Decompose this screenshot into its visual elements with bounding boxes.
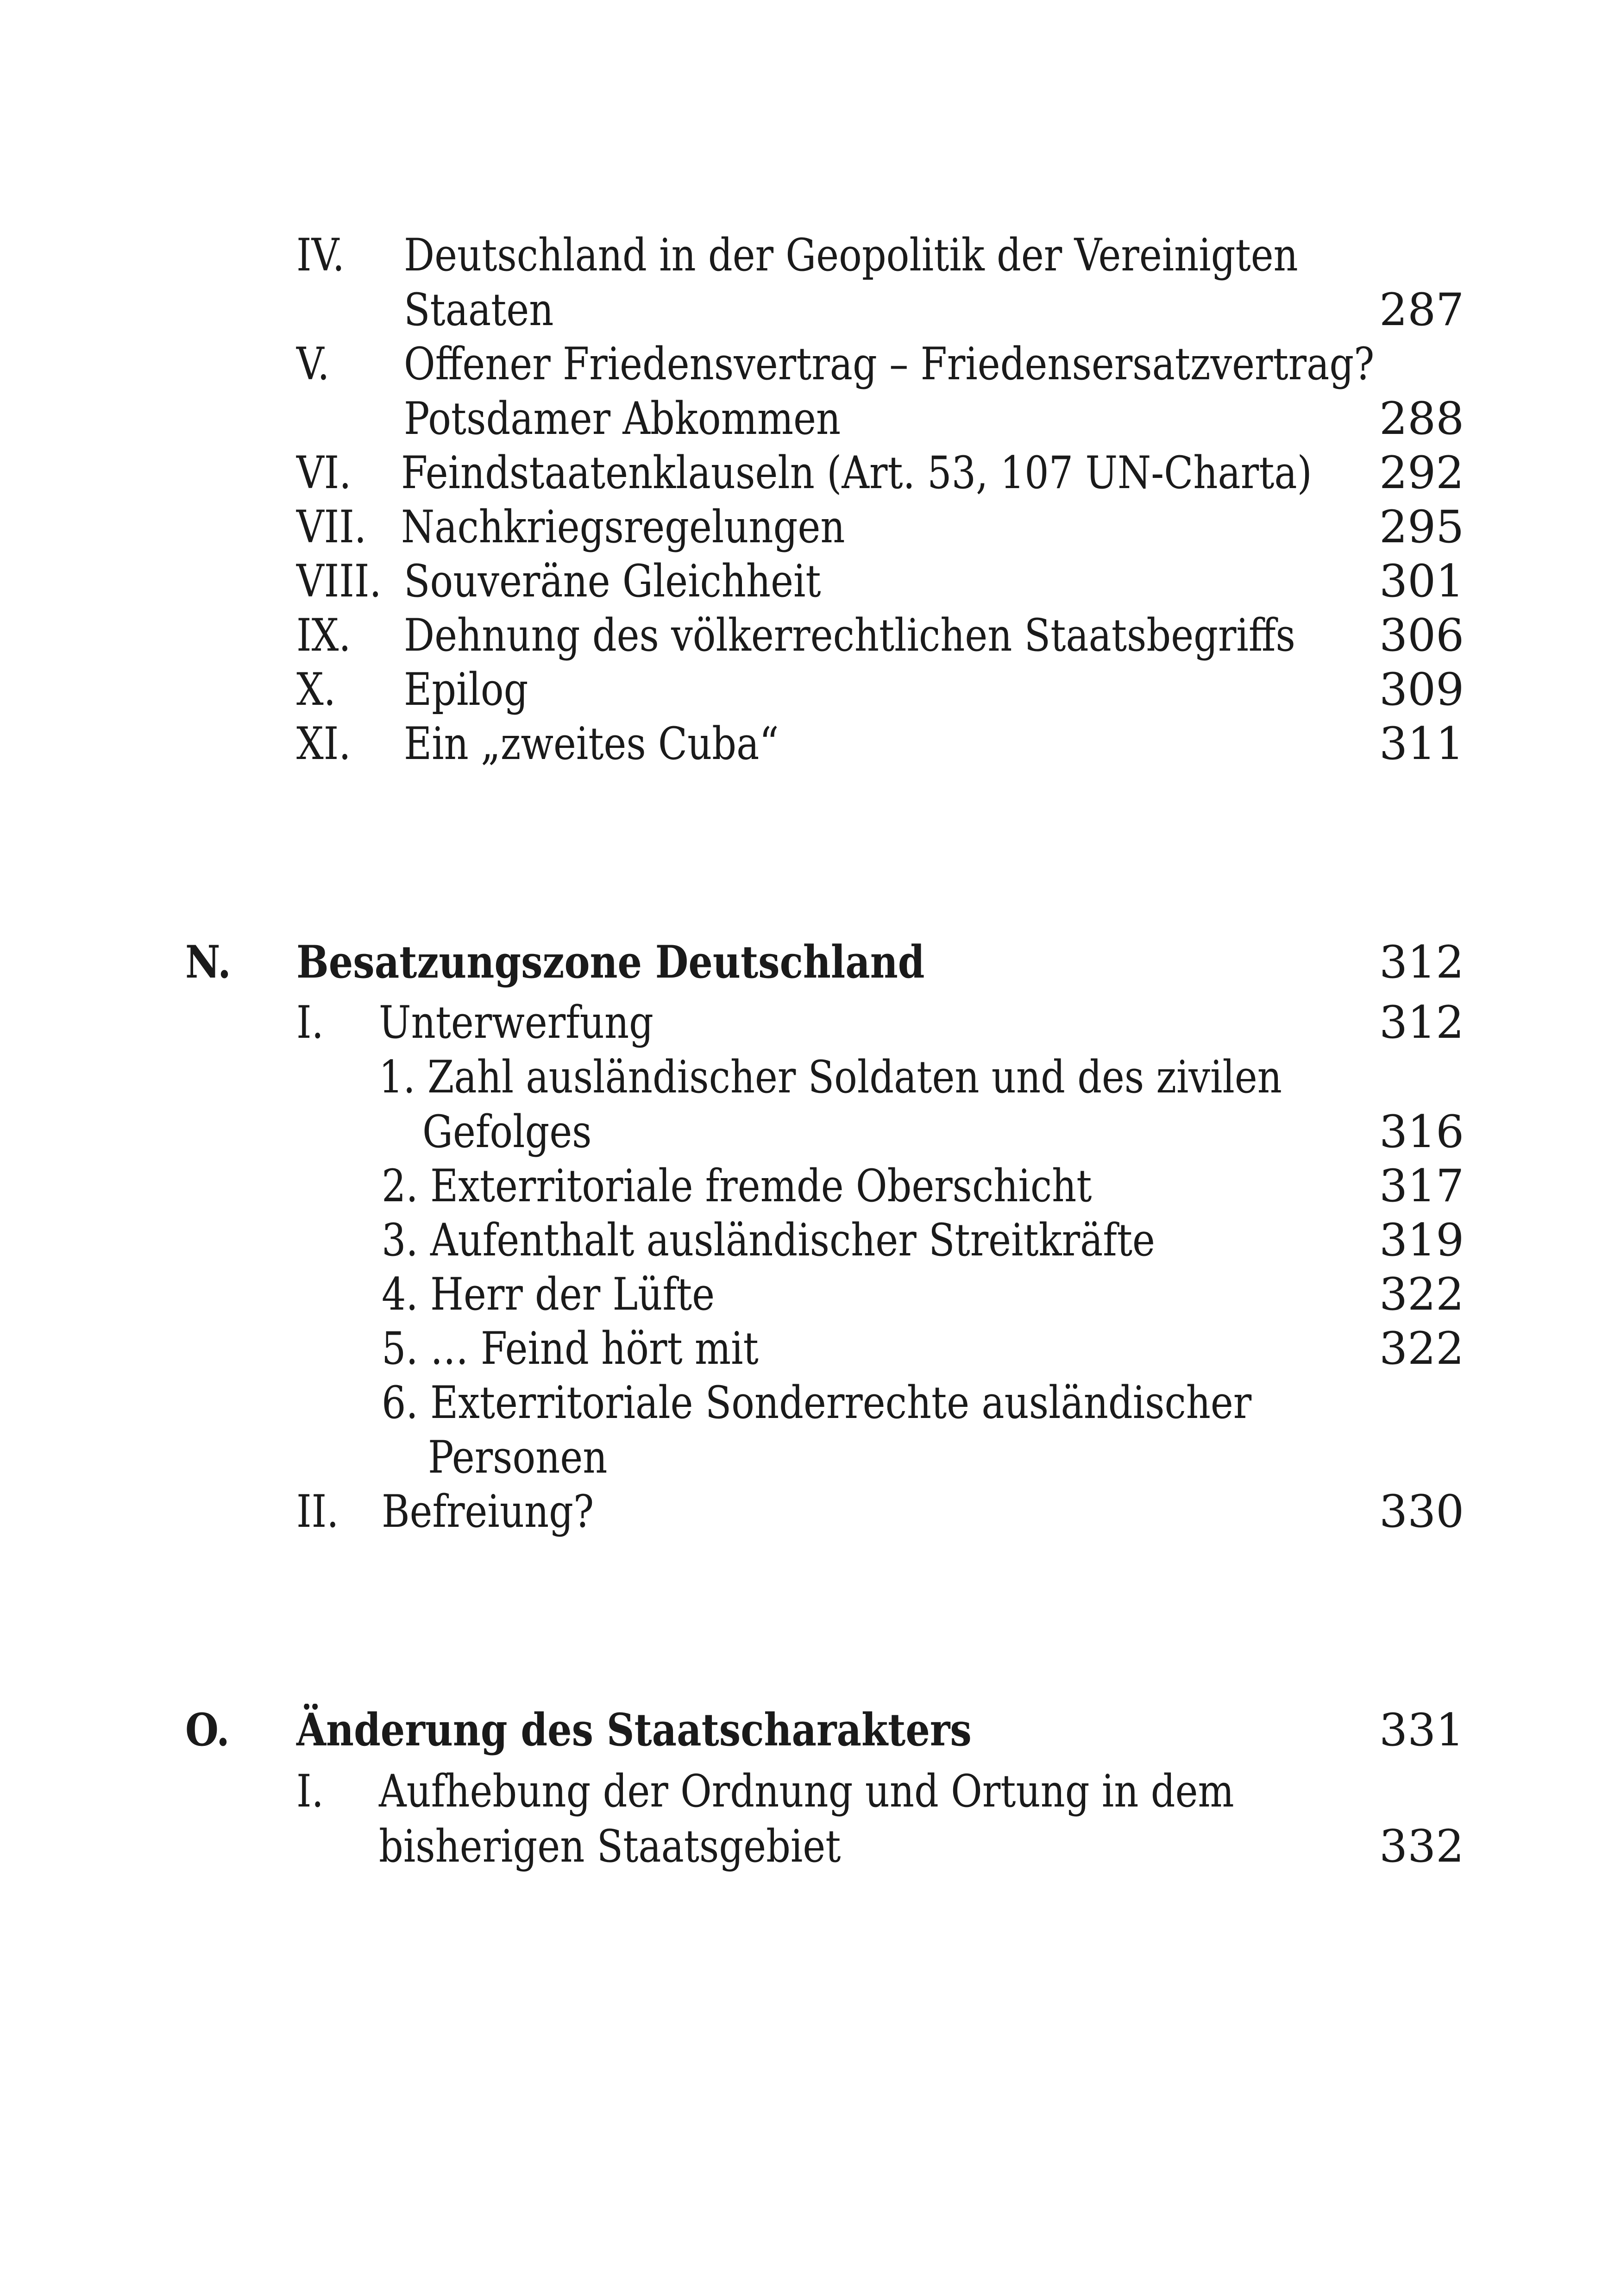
entry-title: Aufhebung der Ordnung und Ortung in dem xyxy=(379,1765,1234,1817)
page-number: 319 xyxy=(1379,1214,1464,1266)
section-letter: O. xyxy=(185,1704,230,1756)
entry-number: IV. xyxy=(296,229,345,281)
subentry-title: 6. Exterritoriale Sonderrechte ausländischer xyxy=(382,1377,1252,1429)
page-number: 292 xyxy=(1379,447,1464,499)
entry-number: VI. xyxy=(296,447,352,499)
page-number: 331 xyxy=(1379,1704,1464,1756)
section-title: Besatzungszone Deutschland xyxy=(296,936,925,988)
subentry-title: 1. Zahl ausländischer Soldaten und des zivilen xyxy=(379,1051,1282,1103)
page-number: 306 xyxy=(1379,609,1464,661)
page-number: 312 xyxy=(1379,997,1464,1048)
entry-title: Offener Friedensvertrag – Friedensersatzvertrag? xyxy=(404,338,1375,390)
entry-title: Deutschland in der Geopolitik der Vereinigten xyxy=(404,229,1298,281)
page-number: 287 xyxy=(1379,284,1464,336)
section-letter: N. xyxy=(185,936,231,988)
page-number: 288 xyxy=(1379,393,1464,445)
entry-number: I. xyxy=(296,997,324,1048)
entry-title: Dehnung des völkerrechtlichen Staatsbegriffs xyxy=(404,609,1295,661)
page-number: 317 xyxy=(1379,1160,1464,1212)
page-number: 322 xyxy=(1379,1323,1464,1374)
entry-number: VII. xyxy=(296,501,367,553)
page-number: 332 xyxy=(1379,1820,1464,1872)
entry-number: I. xyxy=(296,1765,324,1817)
entry-number: IX. xyxy=(296,609,351,661)
entry-title: Unterwerfung xyxy=(379,997,653,1048)
entry-number: V. xyxy=(296,338,330,390)
page-number: 316 xyxy=(1379,1106,1464,1158)
page-number: 312 xyxy=(1379,936,1464,988)
entry-title: Feindstaatenklauseln (Art. 53, 107 UN-Charta) xyxy=(401,447,1312,499)
subentry-title: 3. Aufenthalt ausländischer Streitkräfte xyxy=(382,1214,1155,1266)
subentry-title: 5. … Feind hört mit xyxy=(382,1323,759,1374)
page-number: 330 xyxy=(1379,1486,1464,1537)
entry-title: Souveräne Gleichheit xyxy=(404,555,821,607)
entry-title-continued: Staaten xyxy=(404,284,554,336)
entry-title: Epilog xyxy=(404,664,528,715)
entry-number: II. xyxy=(296,1486,339,1537)
page-number: 322 xyxy=(1379,1268,1464,1320)
subentry-title-continued: Gefolges xyxy=(422,1106,592,1158)
entry-title-continued: bisherigen Staatsgebiet xyxy=(379,1820,841,1872)
subentry-title: 4. Herr der Lüfte xyxy=(382,1268,715,1320)
entry-title: Nachkriegsregelungen xyxy=(401,501,845,553)
subentry-title: 2. Exterritoriale fremde Oberschicht xyxy=(382,1160,1092,1212)
entry-number: XI. xyxy=(296,718,351,770)
entry-title-continued: Potsdamer Abkommen xyxy=(404,393,841,445)
entry-number: X. xyxy=(296,664,336,715)
page-number: 311 xyxy=(1379,718,1464,770)
section-title: Änderung des Staatscharakters xyxy=(296,1704,972,1756)
subentry-title-continued: Personen xyxy=(428,1431,608,1483)
entry-number: VIII. xyxy=(296,555,382,607)
page-number: 309 xyxy=(1379,664,1464,715)
page-number: 295 xyxy=(1379,501,1464,553)
entry-title: Befreiung? xyxy=(382,1486,594,1537)
entry-title: Ein „zweites Cuba“ xyxy=(404,718,779,770)
page-number: 301 xyxy=(1379,555,1464,607)
